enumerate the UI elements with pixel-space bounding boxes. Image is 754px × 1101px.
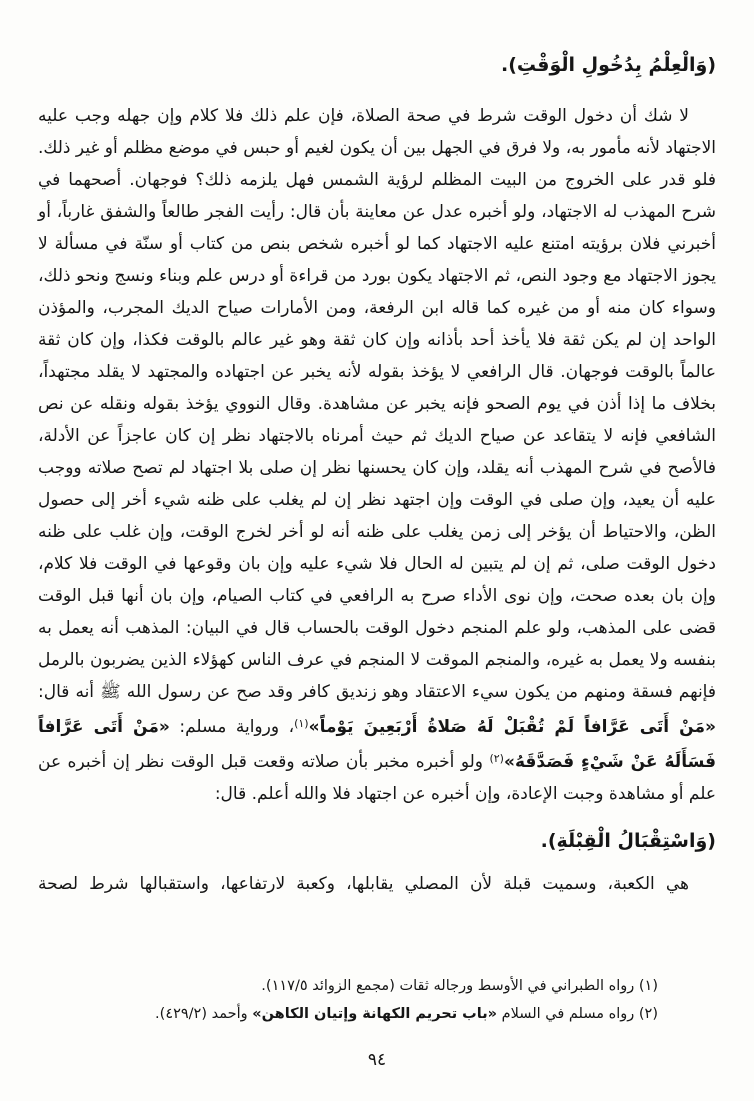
commentary-text-1: لا شك أن دخول الوقت شرط في صحة الصلاة، فإن علم ذلك فلا كلام وإن جهله وجب عليه الاجتهاد لأنه مأمور به، ولا فرق في الجهل بين أن يكون لغيم أو حبس في موضع مظلم أو غير ذلك. فلو قدر على الخروج من البيت المظلم لرؤية الشمس فهل يلزمه ذلك؟ فوجهان. أصحهما في شرح المهذب له الاجتهاد، ولو أخبره عدل عن معاينة بأن قال: رأيت الفجر طالعاً والشفق غارباً، أو أخبرني فلان برؤيته امتنع عليه الاجتهاد كما لو أخبره شخص بنص من كتاب أو سنّة في مسألة لا يجوز الاجتهاد مع وجود النص، ثم الاجتهاد يكون بورد من قراءة أو درس علم وبناء ونسج ونحو ذلك، وسواء كان منه أو من غيره كما قاله ابن الرفعة، ومن الأمارات صياح الديك المجرب، والمؤذن الواحد إن لم يكن ثقة فلا يأخذ أحد بأذانه وإن كان ثقة وهو غير عالم بالوقت فكذا، وإن كان ثقة عالماً بالوقت فوجهان. قال الرافعي لا يؤخذ بقوله لأنه يخبر عن اجتهاده والمجتهد لا يقلد مجتهداً، بخلاف ما إذا أذن في يوم الصحو فإنه يخبر عن مشاهدة. وقال النووي يؤخذ بقوله ونقله عن نص الشافعي فإنه لا يتقاعد عن صياح الديك ثم حيث أمرناه بالاجتهاد نظر إن كان عاجزاً عن الأدلة، فالأصح في شرح المهذب أنه يقلد، وإن كان يحسنها نظر إن صلى بلا اجتهاد لم تصح صلاته ووجب عليه أن يعيد، وإن صلى في الوقت وإن اجتهد نظر إن لم يغلب على ظنه شيء أخر إلى حصول الظن، والاحتياط أن يؤخر إلى زمن يغلب على ظنه أنه لو أخر لخرج الوقت، وإن غلب على ظنه دخول الوقت صلى، ثم إن لم يتبين له الحال فلا شيء عليه وإن بان وقوعها في الوقت فلا كلام، وإن بان بعده صحت، وإن نوى الأداء صرح به الرافعي في كتاب الصيام، وإن بان أنها قبل الوقت قضى على المذهب، ولو علم المنجم دخول الوقت بالحساب قال في البيان: المذهب أنه يعمل به بنفسه ولا يعمل به غيره، والمنجم الموقت لا المنجم في عرف الناس كهؤلاء الذين يضربون بالرمل فإنهم فسقة ومنهم من يكون سيء الاعتقاد وهو زنديق كافر وقد صح عن رسول الله xyxy=(38,106,716,702)
footnote-1: (١) رواه الطبراني في الأوسط ورجاله ثقات (مجمع الزوائد ١١٧/٥). xyxy=(261,978,658,994)
footnotes-block xyxy=(40,972,658,1028)
footnote-ref-2: (٢) xyxy=(489,752,504,765)
page-number: ٩٤ xyxy=(367,1050,387,1070)
commentary-paragraph-qibla: هي الكعبة، وسميت قبلة لأن المصلي يقابلها، وكعبة لارتفاعها، واستقبالها شرط لصحة xyxy=(38,874,689,894)
footnote-2-chapter-title: «باب تحريم الكهانة وإتيان الكاهن» xyxy=(252,1006,498,1022)
hadith-quote-1: «مَنْ أَتَى عَرَّافاً لَمْ تُقْبَلْ لَهُ صَلاةُ أَرْبَعِينَ يَوْماً» xyxy=(308,717,716,737)
hadith-quote-2: «مَنْ أَتَى عَرَّافاً فَسَأَلَهُ عَنْ شَيْءٍ فَصَدَّقَهُ» xyxy=(38,717,717,772)
footnote-2-text-1: (٢) رواه مسلم في السلام xyxy=(497,1006,658,1022)
heading-facing-qibla: (وَاسْتِقْبَالُ الْقِبْلَةِ). xyxy=(540,830,716,852)
commentary-paragraph-time xyxy=(38,100,716,810)
footnote-ref-1: (١) xyxy=(294,717,309,730)
page-content xyxy=(38,0,716,900)
footnote-2-text-2: وأحمد (٤٢٩/٢). xyxy=(155,1006,253,1022)
commentary-text-4: ولو أخبره مخبر بأن صلاته وقعت قبل الوقت نظر إن أخبره عن علم أو مشاهدة وجبت الإعادة، وإن أخبره عن اجتهاد فلا والله أعلم. قال: xyxy=(38,752,716,804)
commentary-text-3: ، ورواية مسلم: xyxy=(169,717,295,737)
footnote-2 xyxy=(40,1000,658,1028)
commentary-text-2: أنه قال: xyxy=(38,682,101,702)
prophet-honorific: ﷺ xyxy=(100,682,121,702)
heading-knowledge-of-time: (وَالْعِلْمُ بِدُخُولِ الْوَقْتِ). xyxy=(501,54,716,76)
